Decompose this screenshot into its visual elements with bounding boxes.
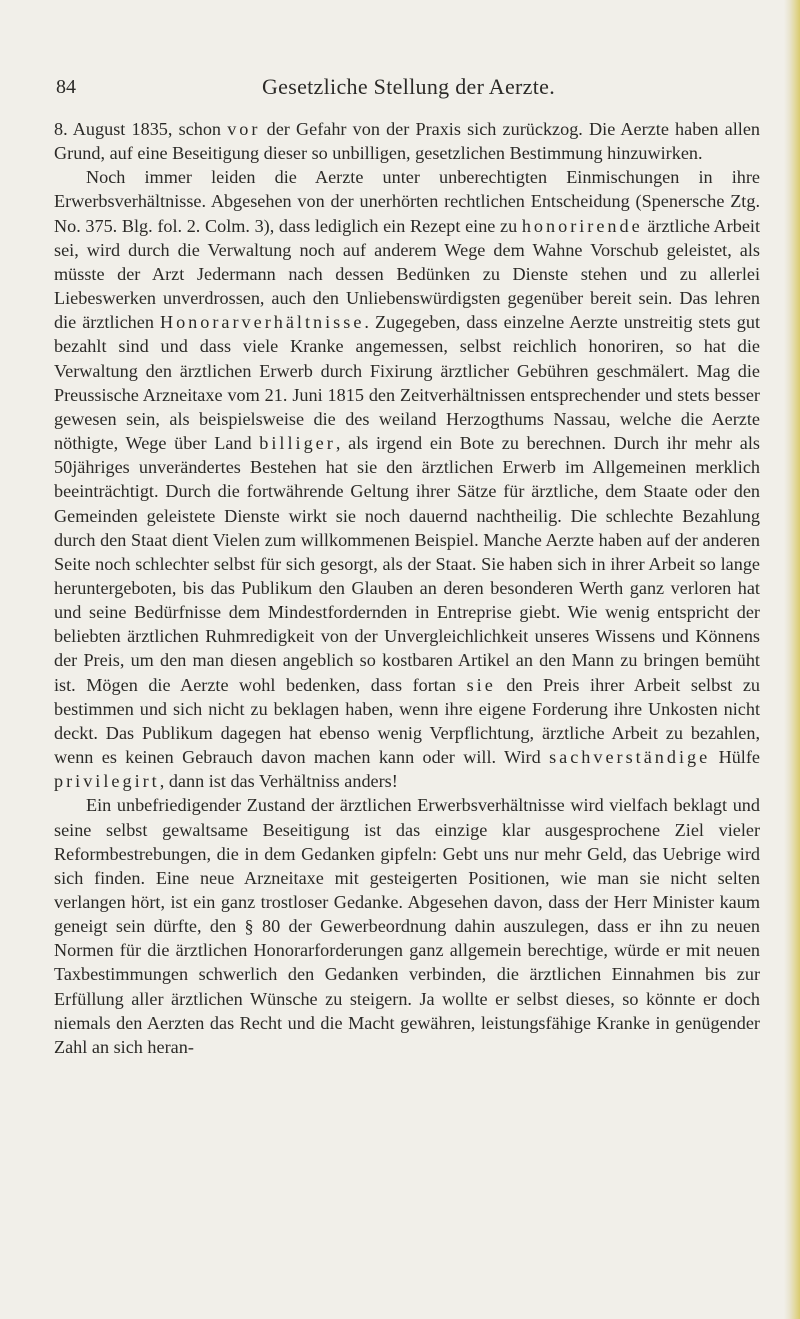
text-run: Ein unbefriedigender Zustand der ärztlichen Erwerbsverhältnisse wird vielfach beklagt und seine selbst gewaltsame Beseitigung ist das einzige klar ausgesprochene Ziel vieler Reformbestrebungen, die in dem Gedanken gipfeln: Gebt uns nur mehr Geld, das Uebrige wird sich finden. Eine neue Arzneitaxe mit gesteigerten Positionen, wie man sie nicht selten verlangen hört, ist ein ganz trostloser Gedanke. Abgesehen davon, dass der Herr Minister kaum geneigt sein dürfte, den § 80 der Gewerbeordnung dahin auszulegen, dass er ihn zu neuen Normen für die ärztlichen Honorarforderungen ganz allgemein berechtige, würde er mit neuen Taxbestimmungen schwerlich den Gedanken verbinden, die ärztlichen Einnahmen bis zur Erfüllung aller ärztlichen Wünsche zu steigern. Ja wollte er selbst dieses, so könnte er doch niemals den Aerzten das Recht und die Macht gewähren, leistungsfähige Kranke in genügender Zahl an sich heran- [54, 795, 760, 1057]
text-run: Hülfe [710, 747, 760, 768]
text-run: , dann ist das Verhältniss anders! [159, 771, 398, 792]
text-run: , als irgend ein Bote zu berechnen. Durch ihr mehr als 50jähriges unverändertes Bestehen hat sie den ärztlichen Erwerb im Allgemeinen merklich beeinträchtigt. Durch die fortwährende Geltung ihrer Sätze für ärztliche, dem Staate oder den Gemeinden geleistete Dienste wirkt sie noch dauernd nachtheilig. Die schlechte Bezahlung durch den Staat dient Vielen zum willkommenen Beispiel. Manche Aerzte haben auf der anderen Seite noch schlechter selbst für sich gesorgt, als der Staat. Sie haben sich in ihrer Arbeit so lange heruntergeboten, bis das Publikum den Glauben an deren besonderen Werth ganz verloren hat und seine Bedürfnisse dem Mindestfordernden in Entreprise giebt. Wie wenig entspricht der beliebten ärztlichen Ruhmredigkeit von der Unvergleichlichkeit unseres Wissens und Könnens der Preis, um den man diesen angeblich so kostbaren Artikel an den Mann zu bringen bemüht ist. Mögen die Aerzte wohl bedenken, dass fortan [54, 433, 760, 695]
emphasis-run: privilegirt [54, 771, 160, 792]
running-title: Gesetzliche Stellung der Aerzte. [261, 74, 556, 99]
page-number: 84 [56, 76, 76, 98]
emphasis-run: sie [466, 674, 496, 695]
page-edge [784, 0, 800, 1319]
emphasis-run: Honorarverhältnisse [159, 312, 365, 333]
emphasis-run: billiger [259, 433, 336, 454]
body-text [54, 117, 760, 1059]
text-run: . Zugegeben, dass einzelne Aerzte unstreitig stets gut bezahlt sind und dass viele Kranke angemessen, selbst reichlich honoriren, so hat die Verwaltung den ärztlichen Erwerb durch Fixirung ärztlicher Gebühren geschmälert. Mag die Preussische Arzneitaxe vom 21. Juni 1815 den Zeitverhältnissen entsprechender und stets besser gewesen sein, als beispielsweise die des weiland Herzogthums Nassau, welche die Aerzte nöthigte, Wege über Land [54, 312, 760, 454]
text-run: der Gefahr von der Praxis sich zurückzog. Die Aerzte haben allen Grund, auf eine Beseitigung dieser so unbilligen, gesetzlichen Bestimmung hinzuwirken. [54, 119, 760, 164]
emphasis-run: vor [227, 119, 261, 139]
text-run: den Preis ihrer Arbeit selbst zu bestimmen und sich nicht zu beklagen haben, wenn ihre eigene Forderung ihre Unkosten nicht deckt. Das Publikum dagegen hat ebenso wenig Verpflichtung, ärztliche Arbeit zu bezahlen, wenn es keinen Gebrauch davon machen kann oder will. Wird [54, 674, 760, 768]
emphasis-run: honorirende [521, 215, 643, 236]
emphasis-run: sachverständige [549, 747, 711, 768]
text-run: 8. August 1835, schon [54, 119, 228, 139]
paragraph-3 [54, 793, 760, 1059]
text-run: ärztliche Arbeit sei, wird durch die Verwaltung noch auf anderem Wege dem Wahne Vorschub geleistet, als müsste der Arzt Jedermann nach dessen Bedünken zu Dienste stehen und zu allerlei Liebeswerken unverdrossen, auch den Unliebenswürdigsten gegenüber bereit sein. Das lehren die ärztlichen [54, 215, 761, 333]
paragraph-2 [54, 165, 760, 793]
text-run: Noch immer leiden die Aerzte unter unberechtigten Einmischungen in ihre Erwerbsverhältnisse. Abgesehen von der unerhörten rechtlichen Entscheidung (Spenersche Ztg. No. 375. Blg. fol. 2. Colm. 3), dass lediglich ein Rezept eine zu [54, 167, 760, 236]
paragraph-1 [54, 117, 760, 165]
page-header [56, 72, 761, 102]
